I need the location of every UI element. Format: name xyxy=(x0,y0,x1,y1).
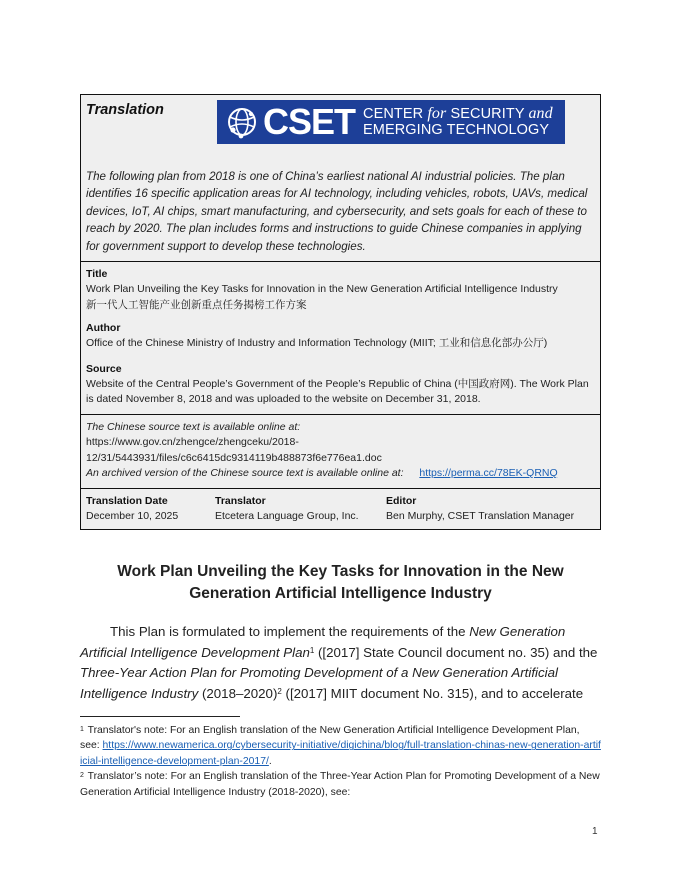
translation-metadata-box xyxy=(80,94,601,530)
logo-tagline-line1: CENTER for SECURITY and xyxy=(363,105,553,122)
author-source-section xyxy=(81,319,600,415)
logo-tagline xyxy=(363,106,553,138)
plan-reference-1: New Generation Artificial Intelligence Development Plan xyxy=(80,624,566,660)
logo-wordmark: CSET xyxy=(263,101,356,142)
archive-row xyxy=(86,466,595,482)
source-url-intro: The Chinese source text is available online at: xyxy=(86,420,301,433)
translation-label: Translation xyxy=(86,102,164,118)
credits-section xyxy=(81,489,600,530)
translator-label: Translator xyxy=(215,494,266,507)
editor-col xyxy=(386,494,595,525)
plan-reference-2: Three-Year Action Plan for Promoting Development of a New Generation Artificial Intelligence Industry xyxy=(80,665,558,701)
title-label: Title xyxy=(86,268,108,281)
title-value-en: Work Plan Unveiling the Key Tasks for Innovation in the New Generation Artificial Intelligence Industry xyxy=(86,283,558,296)
source-url-line2[interactable]: 12/31/5443931/files/c6c6415dc9314119b488873f6e776ea1.doc xyxy=(86,451,382,464)
title-value-zh: 新一代人工智能产业创新重点任务揭榜工作方案 xyxy=(86,298,307,311)
footnote-1-link[interactable]: https://www.newamerica.org/cybersecurity-initiative/digichina/blog/full-translation-chinas-new-generation-artificial-intelligence-development-plan-2017/ xyxy=(80,740,601,767)
archive-intro: An archived version of the Chinese source text is available online at: xyxy=(86,467,404,480)
header-section xyxy=(81,95,600,262)
source-value: Website of the Central People’s Government of the People’s Republic of China (中国政府网). The Work Plan is dated November 8, 2018 and was uploaded to the website on December 31, 2018. xyxy=(86,377,589,406)
source-url-line1[interactable]: https://www.gov.cn/zhengce/zhengceku/2018- xyxy=(86,436,299,449)
editor-label: Editor xyxy=(386,494,417,507)
intro-paragraph: This Plan is formulated to implement the requirements of the New Generation Artificial Intelligence Development Plan$^1$ ([2017] State Council document no. 35) and the Three-Year Action Plan for Promoting Development of a New Generation Artificial Intelligence Industry (2018–2020)$^2$ ([2017] MIIT document No. 315), and to accelerate xyxy=(80,624,598,701)
header-row xyxy=(86,100,595,160)
translator-col xyxy=(215,494,386,525)
title-section xyxy=(81,262,600,319)
footnote-2: $^2$ Translator’s note: For an English translation of the Three-Year Action Plan for Promoting Development of a New Generation Artificial Intelligence Industry (2018-2020), see: xyxy=(80,771,600,798)
document-title: Work Plan Unveiling the Key Tasks for Innovation in the New Generation Artificial Intelligence Industry xyxy=(117,563,564,602)
footnote-ref-1[interactable]: 1 xyxy=(309,645,315,655)
translation-date-col xyxy=(86,494,215,525)
page-number: 1 xyxy=(592,826,598,837)
translation-date-label: Translation Date xyxy=(86,494,168,507)
author-label: Author xyxy=(86,322,121,335)
archive-link[interactable]: https://perma.cc/78EK-QRNQ xyxy=(419,467,558,480)
summary-text: The following plan from 2018 is one of China’s earliest national AI industrial policies. The plan identifies 16 specific application areas for AI technology, including vehicles, robots, UAVs, medical devices, IoT, AI chips, smart manufacturing, and cybersecurity, and sets goals for each of these to reach by 2020. The plan includes forms and instructions to guide Chinese companies in applying for government support to develop these technologies. xyxy=(86,170,588,253)
logo-tagline-line2: EMERGING TECHNOLOGY xyxy=(363,122,550,138)
source-label: Source xyxy=(86,362,122,375)
editor-value: Ben Murphy, CSET Translation Manager xyxy=(386,509,575,522)
author-value: Office of the Chinese Ministry of Industry and Information Technology (MIIT; 工业和信息化部办公厅) xyxy=(86,337,548,350)
footnotes xyxy=(80,723,601,800)
footnote-1: $^1$ Translator's note: For an English translation of the New Generation Artificial Intelligence Development Plan, see: https://www.newamerica.org/cybersecurity-initiative/digichina/blog/full-translation-chinas-new-generation-artificial-intelligence-development-plan-2017/. xyxy=(80,725,601,767)
translator-value: Etcetera Language Group, Inc. xyxy=(215,509,359,522)
footnote-divider xyxy=(80,716,240,717)
links-section xyxy=(81,415,600,489)
footnote-ref-2[interactable]: 2 xyxy=(277,686,282,696)
globe-network-icon xyxy=(225,105,259,139)
cset-logo xyxy=(217,100,565,144)
translation-date-value: December 10, 2025 xyxy=(86,509,179,522)
